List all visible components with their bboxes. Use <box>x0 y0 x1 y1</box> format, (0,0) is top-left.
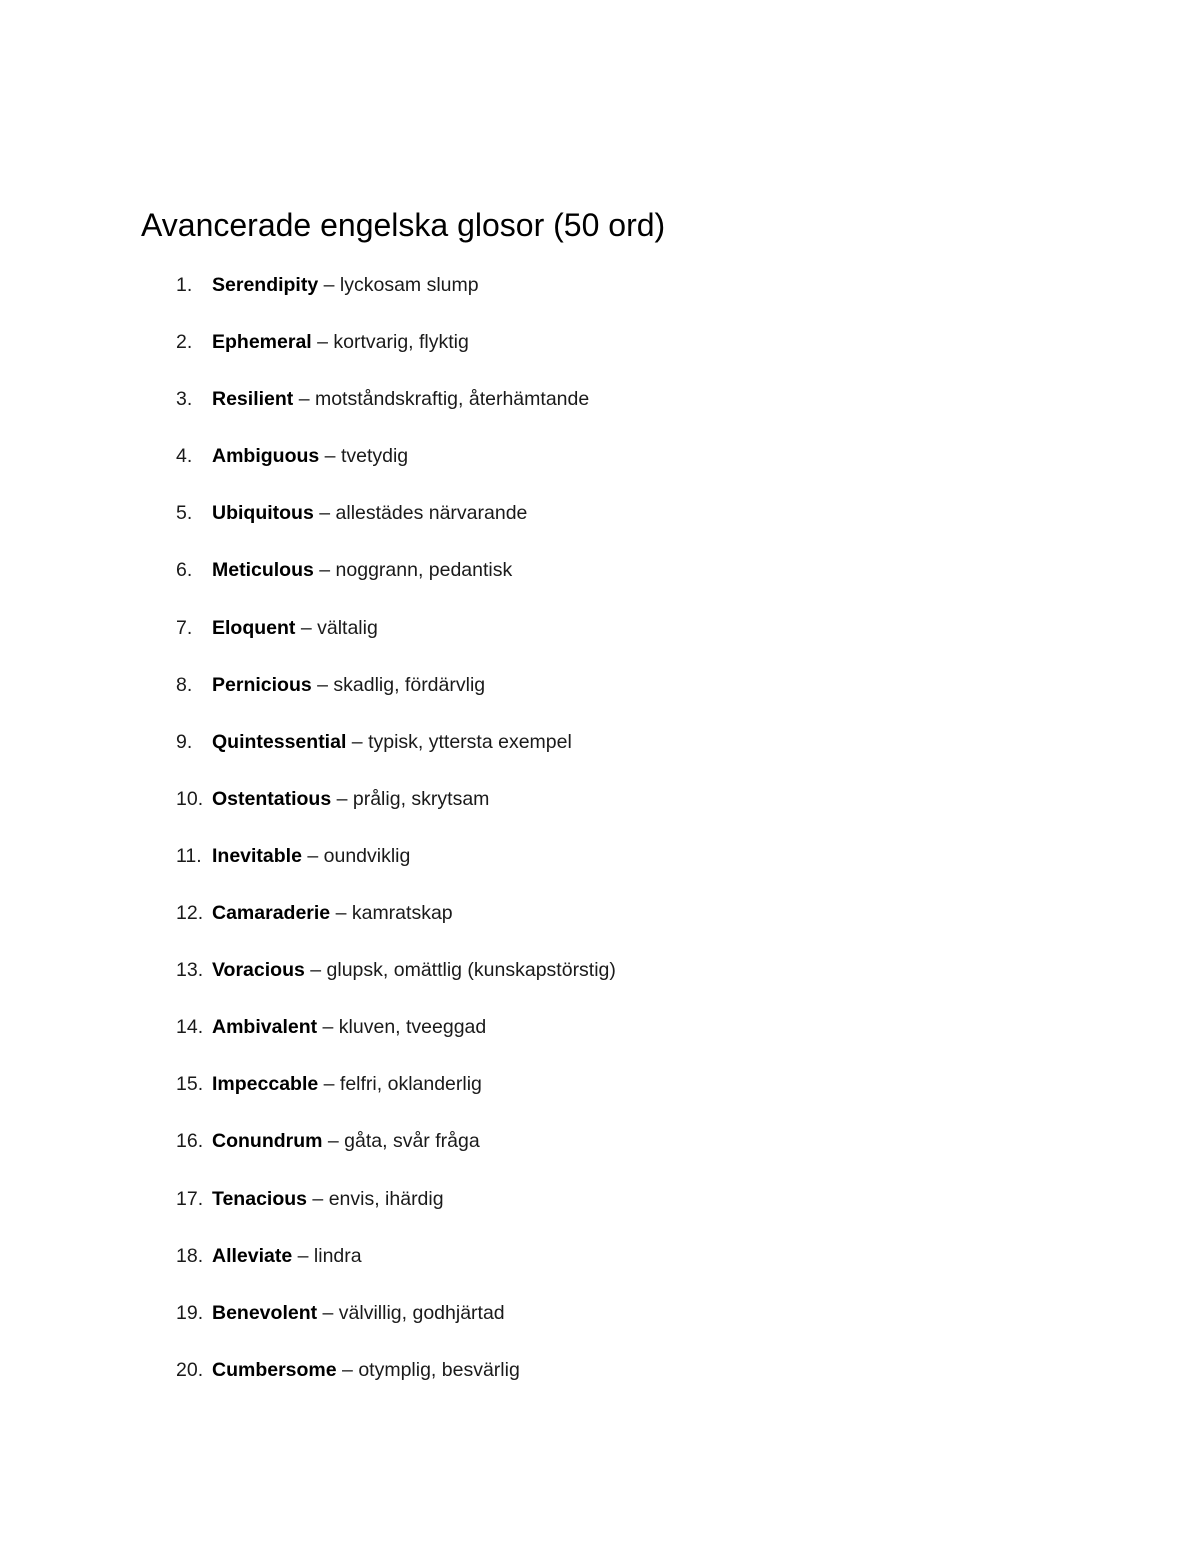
item-term: Ostentatious <box>212 787 332 810</box>
vocab-item <box>176 1184 616 1241</box>
item-number: 16. <box>176 1130 204 1153</box>
vocab-item <box>176 1355 616 1412</box>
item-term: Camaraderie <box>212 902 331 925</box>
item-number: 2. <box>176 331 193 354</box>
item-term: Meticulous <box>212 559 314 582</box>
item-translation: gåta, svår fråga <box>344 1130 480 1153</box>
item-separator: – <box>317 1016 339 1039</box>
item-separator: – <box>322 1130 345 1153</box>
item-translation: tvetydig <box>340 445 409 468</box>
item-translation: prålig, skrytsam <box>352 787 490 810</box>
vocab-item <box>176 1298 616 1355</box>
item-translation: noggrann, pedantisk <box>335 559 513 582</box>
item-number: 3. <box>176 388 193 411</box>
vocab-item <box>176 270 616 327</box>
vocab-item <box>176 841 616 898</box>
item-number: 4. <box>176 445 193 468</box>
item-translation: lyckosam slump <box>339 274 479 296</box>
item-term: Ambiguous <box>212 445 320 468</box>
item-translation: allestädes närvarande <box>335 502 528 525</box>
item-term: Serendipity <box>212 274 319 296</box>
item-translation: otymplig, besvärlig <box>358 1358 520 1381</box>
item-separator: – <box>304 959 327 982</box>
item-separator: – <box>307 1187 329 1210</box>
vocab-item <box>176 727 616 784</box>
item-number: 8. <box>176 673 193 696</box>
item-number: 7. <box>176 616 193 639</box>
item-separator: – <box>311 673 334 696</box>
vocab-item <box>176 441 616 498</box>
vocab-item <box>176 1012 616 1069</box>
item-number: 15. <box>176 1073 204 1096</box>
item-term: Benevolent <box>212 1301 318 1324</box>
item-translation: motståndskraftig, återhämtande <box>314 388 590 411</box>
item-separator: – <box>313 502 336 525</box>
item-translation: skadlig, fördärvlig <box>333 673 486 696</box>
vocab-item <box>176 327 616 384</box>
item-number: 9. <box>176 730 193 753</box>
item-number: 14. <box>176 1016 204 1039</box>
item-term: Resilient <box>212 388 294 411</box>
item-translation: kluven, tveeggad <box>338 1016 487 1039</box>
item-term: Ephemeral <box>212 331 312 354</box>
item-translation: felfri, oklanderlig <box>339 1073 482 1096</box>
item-translation: oundviklig <box>323 844 411 867</box>
vocab-item <box>176 613 616 670</box>
item-number: 18. <box>176 1244 204 1267</box>
item-term: Voracious <box>212 959 305 982</box>
item-translation: glupsk, omättlig (kunskapstörstig) <box>326 959 616 982</box>
vocab-item <box>176 1241 616 1298</box>
item-number: 12. <box>176 902 204 925</box>
item-number: 10. <box>176 787 204 810</box>
item-translation: typisk, yttersta exempel <box>368 730 572 753</box>
item-translation: envis, ihärdig <box>328 1187 444 1210</box>
item-number: 6. <box>176 559 193 582</box>
item-number: 13. <box>176 959 204 982</box>
item-term: Inevitable <box>212 844 302 867</box>
item-number: 19. <box>176 1301 204 1324</box>
item-term: Impeccable <box>212 1073 319 1096</box>
item-separator: – <box>318 274 340 296</box>
item-number: 1. <box>176 274 193 296</box>
item-term: Cumbersome <box>212 1358 337 1381</box>
item-number: 17. <box>176 1187 204 1210</box>
item-term: Alleviate <box>212 1244 293 1267</box>
item-number: 5. <box>176 502 193 525</box>
item-separator: – <box>313 559 336 582</box>
item-separator: – <box>311 331 334 354</box>
item-term: Eloquent <box>212 616 296 639</box>
item-separator: – <box>330 902 352 925</box>
item-term: Tenacious <box>212 1187 307 1210</box>
vocab-item <box>176 498 616 555</box>
vocab-item <box>176 955 616 1012</box>
item-term: Ambivalent <box>212 1016 318 1039</box>
item-translation: kortvarig, flyktig <box>333 331 469 354</box>
item-separator: – <box>292 1244 314 1267</box>
item-separator: – <box>295 616 318 639</box>
item-separator: – <box>319 445 341 468</box>
item-separator: – <box>293 388 315 411</box>
item-separator: – <box>318 1073 340 1096</box>
item-translation: lindra <box>313 1244 362 1267</box>
item-term: Ubiquitous <box>212 502 314 525</box>
item-term: Pernicious <box>212 673 312 696</box>
item-separator: – <box>301 844 324 867</box>
item-separator: – <box>317 1301 339 1324</box>
item-translation: vältalig <box>317 616 378 639</box>
item-term: Quintessential <box>212 730 347 753</box>
item-number: 11. <box>176 844 202 867</box>
vocab-item <box>176 1126 616 1183</box>
item-separator: – <box>336 1358 359 1381</box>
vocab-item <box>176 784 616 841</box>
item-separator: – <box>331 787 353 810</box>
item-term: Conundrum <box>212 1130 323 1153</box>
vocab-item <box>176 898 616 955</box>
item-number: 20. <box>176 1358 204 1381</box>
vocab-item <box>176 1069 616 1126</box>
item-separator: – <box>346 730 369 753</box>
vocab-item <box>176 384 616 441</box>
vocab-item <box>176 670 616 727</box>
vocab-item <box>176 555 616 612</box>
item-translation: kamratskap <box>351 902 453 925</box>
document-title: Avancerade engelska glosor (50 ord) <box>141 207 666 243</box>
vocabulary-list <box>176 270 616 1412</box>
item-translation: välvillig, godhjärtad <box>338 1301 505 1324</box>
